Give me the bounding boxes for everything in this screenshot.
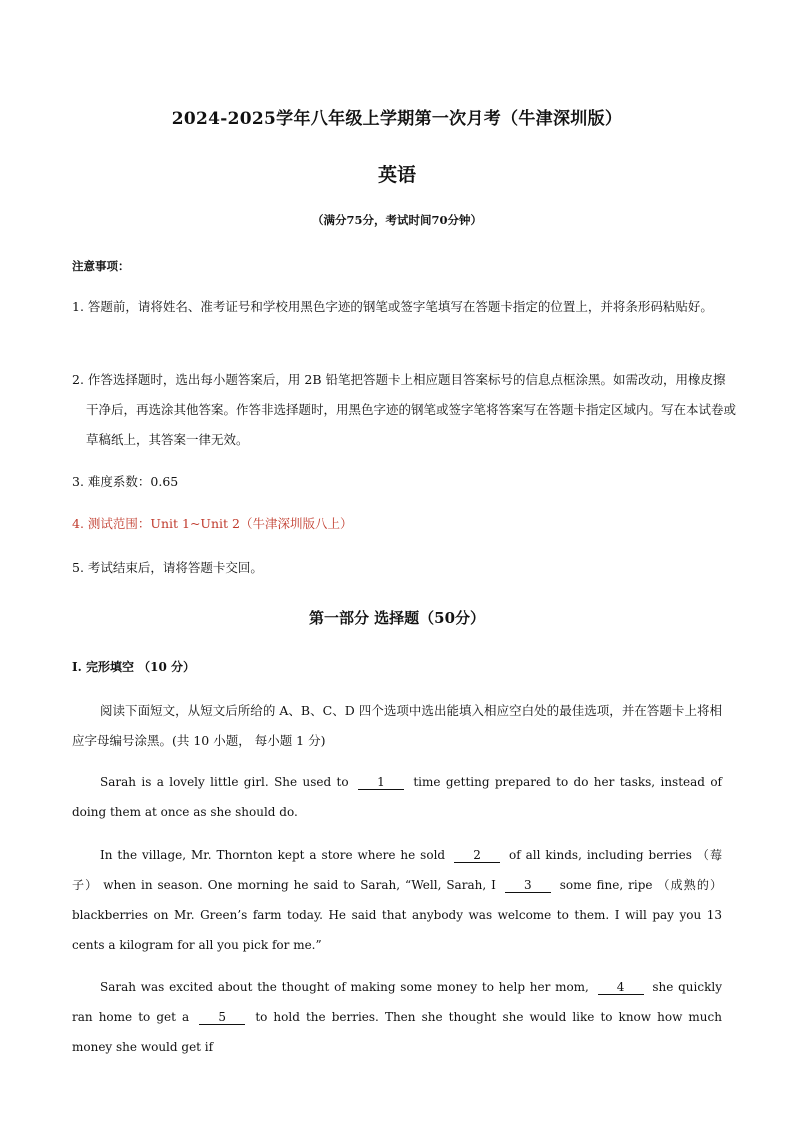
- section-heading: I. 完形填空 （10 分）: [72, 660, 196, 674]
- notice-item-text: 难度系数：0.65: [87, 474, 179, 489]
- passage-text: she quickly ran home to get a: [72, 980, 722, 1024]
- cloze-blank-3: 3: [505, 878, 551, 893]
- cloze-blank-2: 2: [454, 848, 500, 863]
- notice-item-5: [72, 553, 722, 583]
- notice-item-4: [72, 509, 722, 539]
- notice-item-3: [72, 467, 722, 497]
- notice-item-text: 答题前，请将姓名、准考证号和学校用黑色字迹的钢笔或签字笔填写在答题卡指定的位置上，并将条形码粘贴好。: [87, 299, 713, 314]
- passage-text: to hold the berries. Then she thought she would like to know how much money she would get if: [72, 1010, 722, 1054]
- notice-item-text: 作答选择题时，选出每小题答案后，用 2B 铅笔把答题卡上相应题目答案标号的信息点框涂黑。如需改动，用橡皮擦干净后，再选涂其他答案。作答非选择题时，用黑色字迹的钢笔或签字笔将答案写在答题卡指定区域内。写在本试卷或草稿纸上，其答案一律无效。: [86, 372, 737, 447]
- passage-text: time getting prepared to do her tasks, instead of doing them at once as she should do.: [72, 775, 722, 819]
- notice-item-number: 2.: [72, 372, 84, 387]
- notice-item-number: 1.: [72, 299, 84, 314]
- notice-item-number: 5.: [72, 560, 84, 575]
- passage-text: Sarah is a lovely little girl. She used to: [100, 775, 349, 789]
- passage-text: some fine, ripe （成熟的） blackberries on Mr. Green’s farm today. He said that anybody was welcome to them. I will pay you 13 cents a kilogram for all you pick for me.”: [72, 878, 722, 952]
- cloze-blank-1: 1: [358, 775, 404, 790]
- notice-item-2: [72, 365, 736, 455]
- notice-item-text: 考试结束后，请将答题卡交回。: [87, 560, 263, 575]
- passage-text: Sarah was excited about the thought of making some money to help her mom,: [100, 980, 589, 994]
- exam-title: 2024-2025学年八年级上学期第一次月考（牛津深圳版）: [171, 109, 623, 129]
- cloze-blank-5: 5: [199, 1010, 245, 1025]
- passage-paragraph-2: [72, 840, 722, 960]
- notice-item-text: 测试范围：Unit 1~Unit 2（牛津深圳版八上）: [87, 516, 353, 531]
- part-title: 第一部分 选择题（50分）: [308, 609, 486, 627]
- notice-item-number: 4.: [72, 516, 84, 531]
- cloze-blank-4: 4: [598, 980, 644, 995]
- passage-text: of all kinds, including berries （莓子） when in season. One morning he said to Sarah, “Well, Sarah, I: [72, 848, 722, 892]
- passage-paragraph-1: [72, 767, 722, 827]
- notice-item-number: 3.: [72, 474, 84, 489]
- subject-title: 英语: [377, 164, 416, 186]
- passage-paragraph-3: [72, 972, 722, 1062]
- notice-heading: 注意事项：: [72, 259, 130, 273]
- exam-info: （满分75分，考试时间70分钟）: [311, 213, 482, 227]
- notice-item-1: [72, 292, 736, 322]
- section-instructions: 阅读下面短文，从短文后所给的 A、B、C、D 四个选项中选出能填入相应空白处的最佳选项，并在答题卡上将相应字母编号涂黑。(共 10 小题， 每小题 1 分): [72, 703, 722, 748]
- passage-text: In the village, Mr. Thornton kept a store where he sold: [100, 848, 446, 862]
